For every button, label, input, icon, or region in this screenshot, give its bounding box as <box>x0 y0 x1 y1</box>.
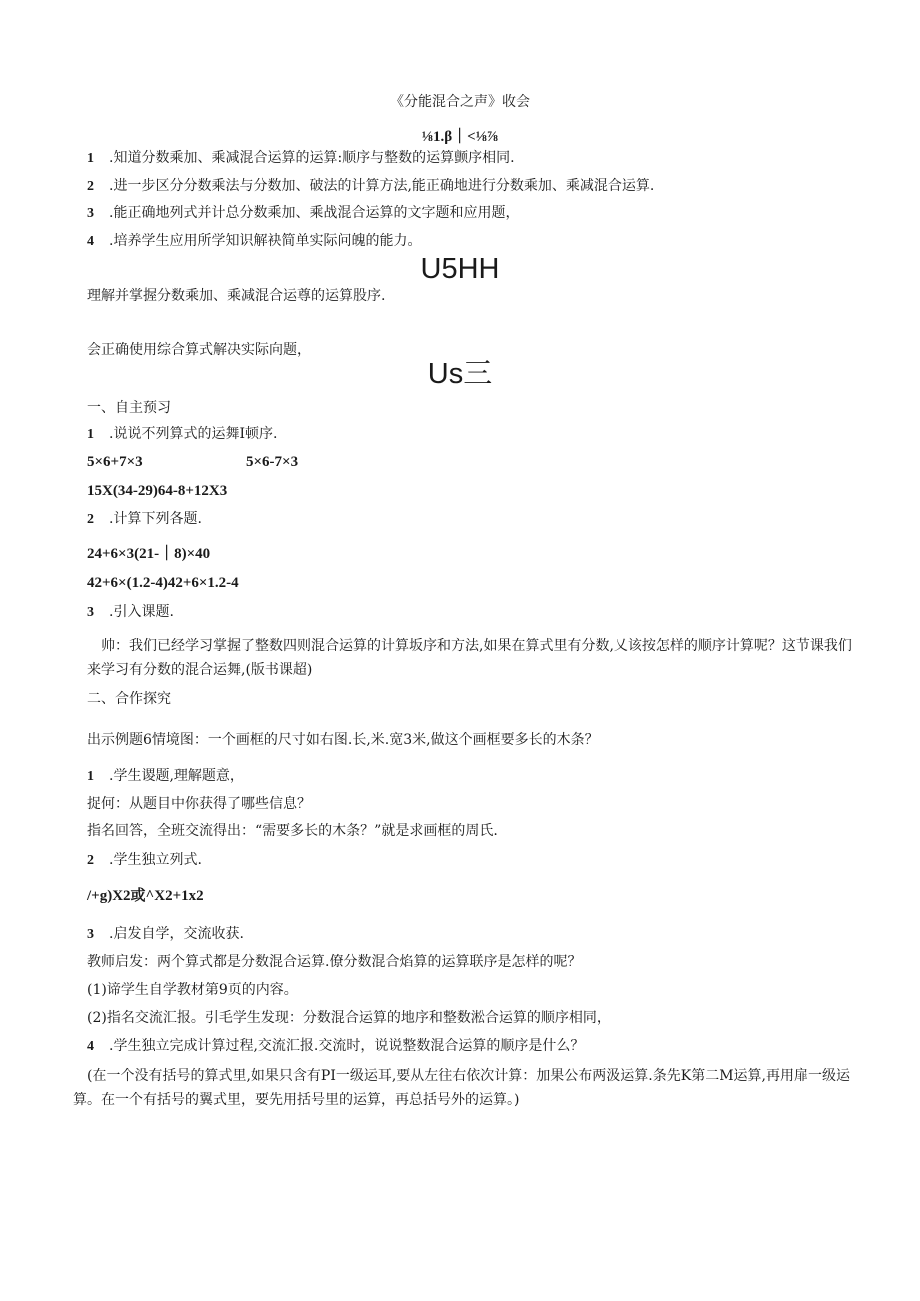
key-point-text: 理解并掌握分数乘加、乘减混合运尊的运算股序. <box>87 288 386 304</box>
s2-item-3-num: 3 <box>87 927 94 942</box>
sub-item-2: (2)指名交流汇报。引毛学生发现：分数混合运算的地序和整数淞合运算的顺序相同， <box>87 1010 611 1026</box>
s1-item-1-num: 1 <box>87 427 94 442</box>
answer-text: 指名回答，全班交流得出：“需要多长的木条？”就是求画框的周氏. <box>87 823 498 839</box>
s2-item-4-text: .学生独立完成计算过程,交流汇报.交流时，说说整数混合运算的顺序是什么？ <box>109 1038 585 1054</box>
objective-4 <box>87 231 421 252</box>
question-text: 捉何：从题目中你获得了哪些信息？ <box>87 796 311 812</box>
objective-4-num: 4 <box>87 234 94 249</box>
expression-1b: 5×6-7×3 <box>246 454 299 470</box>
example-text: 出示例题6情境图：一个画框的尺寸如右图.长,米.宽3米,做这个画框要多长的木条？ <box>87 732 599 748</box>
s1-item-3-text: .引入课题. <box>109 604 174 620</box>
s1-item-2 <box>87 509 202 530</box>
objective-1-text: .知道分数乘加、乘减混合运算的运算:顺序与整数的运算颤序相同. <box>109 150 515 166</box>
teacher-paragraph: 帅：我们已经学习掌握了整数四则混合运算的计算坂序和方法,如果在算式里有分数,乂该按怎样的顺序计算呢？这节课我们来学习有分数的混合运舞,(版书课超) <box>87 638 852 678</box>
s2-item-3-text: .启发自学，交流收获. <box>109 926 244 942</box>
section-2-title: 二、合作探究 <box>87 691 171 707</box>
s2-item-3 <box>87 924 244 945</box>
s2-item-1-text: .学生谡题,理解题意， <box>109 768 244 784</box>
s1-item-2-num: 2 <box>87 512 94 527</box>
expression-4: 42+6×(1.2-4)42+6×1.2-4 <box>87 575 239 591</box>
s1-item-1 <box>87 424 277 445</box>
s2-item-2-text: .学生独立列式. <box>109 852 202 868</box>
objective-1-num: 1 <box>87 151 94 166</box>
formula: /+g)X2或^X2+1x2 <box>87 888 204 904</box>
s1-item-1-text: .说说不列算式的运舞I顿序. <box>109 426 278 442</box>
objective-3-text: .能正确地列式并计总分数乘加、乘战混合运算的文字题和应用题， <box>109 205 520 221</box>
objective-3 <box>87 203 519 224</box>
heading-key-points: U5HH <box>420 253 500 285</box>
objective-2-text: .进一步区分分数乘法与分数加、破法的计算方法,能正确地进行分数乘加、乘减混合运算. <box>109 178 655 194</box>
objective-1 <box>87 148 515 169</box>
objective-4-text: .培养学生应用所学知识解袂简单实际问魄的能力。 <box>109 233 422 249</box>
s1-item-3-num: 3 <box>87 605 94 620</box>
s2-item-2 <box>87 850 202 871</box>
objective-3-num: 3 <box>87 206 94 221</box>
closing-paragraph: (在一个没有括号的算式里,如果只含有PI一级运耳,要从左往右依次计算：加果公布两汲运算.条先K第二M运算,再用扉一级运算。在一个有括号的翼式里，要先用括号里的运算，再总括号外的运算。) <box>73 1068 851 1108</box>
s2-item-4-num: 4 <box>87 1039 94 1054</box>
objective-2 <box>87 176 654 197</box>
document-title: 《分能混合之声》收会 <box>390 94 530 110</box>
heading-process: Us三 <box>427 358 493 390</box>
expression-1a: 5×6+7×3 <box>87 454 143 470</box>
objective-2-num: 2 <box>87 179 94 194</box>
expression-3: 24+6×3(21-｜8)×40 <box>87 546 211 562</box>
inspire-text: 教师启发：两个算式都是分数混合运算.僚分数混合焰算的运算联序是怎样的呢？ <box>87 954 582 970</box>
difficulty-text: 会正确使用综合算式解决实际向题， <box>87 342 311 358</box>
s2-item-2-num: 2 <box>87 853 94 868</box>
s2-item-4 <box>87 1036 584 1057</box>
s1-item-2-text: .计算下列各题. <box>109 511 202 527</box>
s2-item-1-num: 1 <box>87 769 94 784</box>
sub-item-1: (1)谛学生自学教材第9页的内容。 <box>87 982 298 998</box>
expression-2: 15X(34-29)64-8+12X3 <box>87 483 228 499</box>
section-1-title: 一、自主预习 <box>87 400 171 416</box>
document-subtitle: ⅛1.β｜<⅛⅞ <box>421 129 499 145</box>
s1-item-3 <box>87 602 174 623</box>
s2-item-1 <box>87 766 244 787</box>
